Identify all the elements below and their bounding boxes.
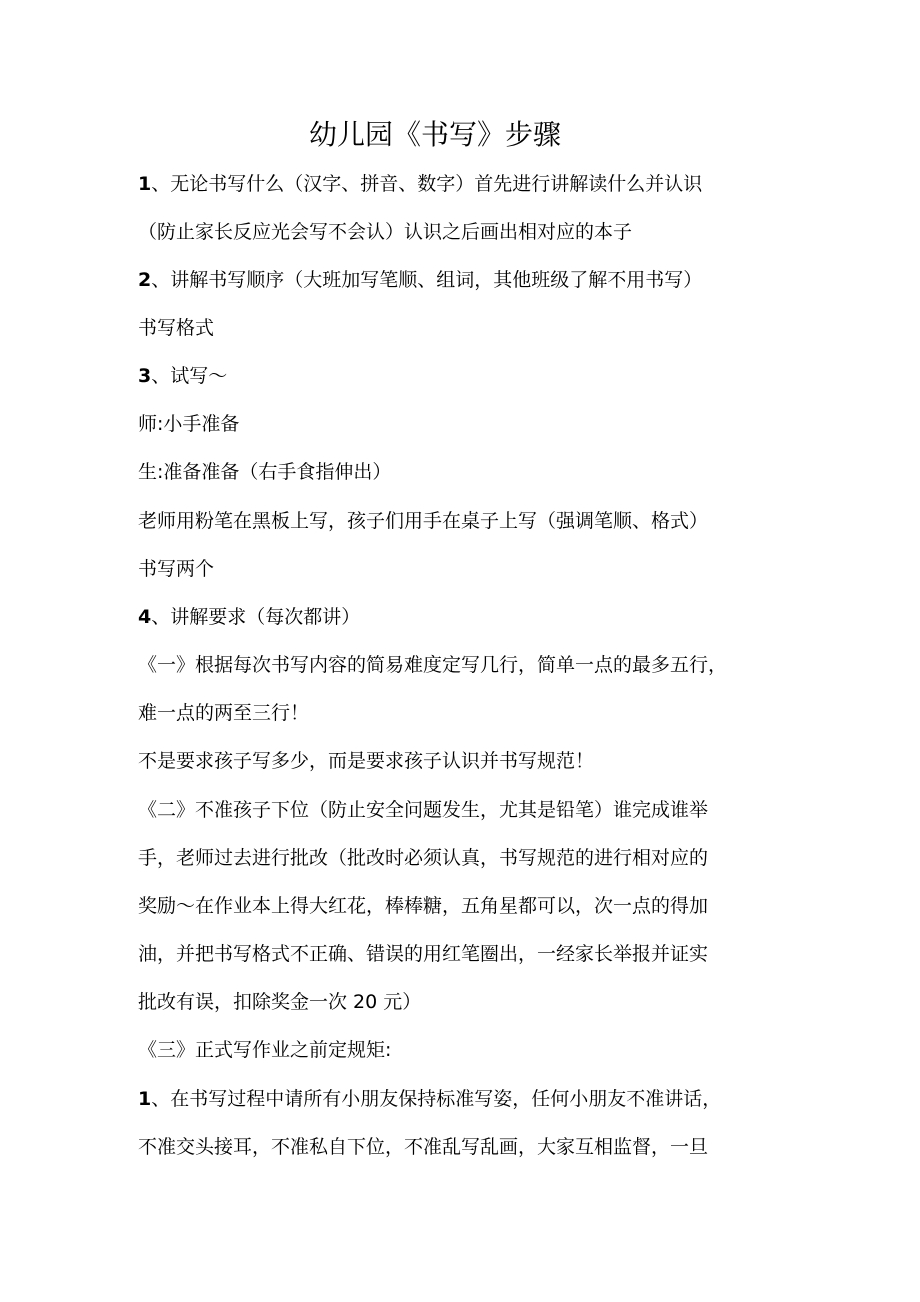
line-text: 、讲解书写顺序（大班加写笔顺、组词，其他班级了解不用书写） [151,269,703,291]
paragraph-line [138,650,727,680]
paragraph-line [138,361,227,391]
line-text: 不准交头接耳，不准私自下位，不准乱写乱画，大家互相监督，一旦 [138,1136,709,1158]
list-number: 1 [138,173,152,195]
paragraph-line [138,795,708,825]
list-number: 4 [138,606,152,628]
paragraph-line [138,217,632,247]
line-text: 、无论书写什么（汉字、拼音、数字）首先进行讲解读什么并认识 [151,173,703,195]
paragraph-line [138,265,702,295]
line-text: 油，并把书写格式不正确、错误的用红笔圈出，一经家长举报并证实 [138,943,709,965]
paragraph-line [138,987,421,1017]
paragraph-line [138,1084,721,1114]
line-text: 批改有误，扣除奖金一次 20 元） [138,991,422,1013]
line-text: 《一》根据每次书写内容的简易难度定写几行，简单一点的最多五行， [138,654,728,676]
line-text: 、讲解要求（每次都讲） [151,606,361,628]
line-text: 书写格式 [138,317,215,339]
line-text: 、试写～ [151,365,228,387]
line-text: 《二》不准孩子下位（防止安全问题发生，尤其是铅笔）谁完成谁举 [138,799,709,821]
paragraph-line [138,457,391,487]
paragraph-line [138,602,360,632]
line-text: 不是要求孩子写多少，而是要求孩子认识并书写规范！ [138,750,595,772]
list-number: 3 [138,365,152,387]
paragraph-line [138,891,708,921]
paragraph-line [138,313,214,343]
line-text: 、在书写过程中请所有小朋友保持标准写姿，任何小朋友不准讲话， [151,1088,722,1110]
line-text: 书写两个 [138,558,215,580]
document-title: 幼儿园《书写》步骤 [308,118,561,151]
list-number: 1 [138,1088,152,1110]
line-text: 奖励～在作业本上得大红花，棒棒糖，五角星都可以，次一点的得加 [138,895,709,917]
paragraph-line [138,554,214,584]
line-text: 生:准备准备（右手食指伸出） [138,461,392,483]
line-text: 手，老师过去进行批改（批改时必须认真，书写规范的进行相对应的 [138,847,709,869]
line-text: （防止家长反应光会写不会认）认识之后画出相对应的本子 [138,221,633,243]
paragraph-line [138,939,708,969]
line-text: 师:小手准备 [138,413,240,435]
line-text: 难一点的两至三行！ [138,702,310,724]
paragraph-line [138,843,708,873]
list-number: 2 [138,269,152,291]
paragraph-line [138,698,309,728]
line-text: 老师用粉笔在黑板上写，孩子们用手在桌子上写（强调笔顺、格式） [138,510,709,532]
line-text: 《三》正式写作业之前定规矩: [138,1039,392,1061]
paragraph-line [138,746,594,776]
paragraph-line [138,1035,391,1065]
paragraph-line [138,1132,708,1162]
paragraph-line [138,169,702,199]
paragraph-line [138,506,708,536]
paragraph-line [138,409,239,439]
